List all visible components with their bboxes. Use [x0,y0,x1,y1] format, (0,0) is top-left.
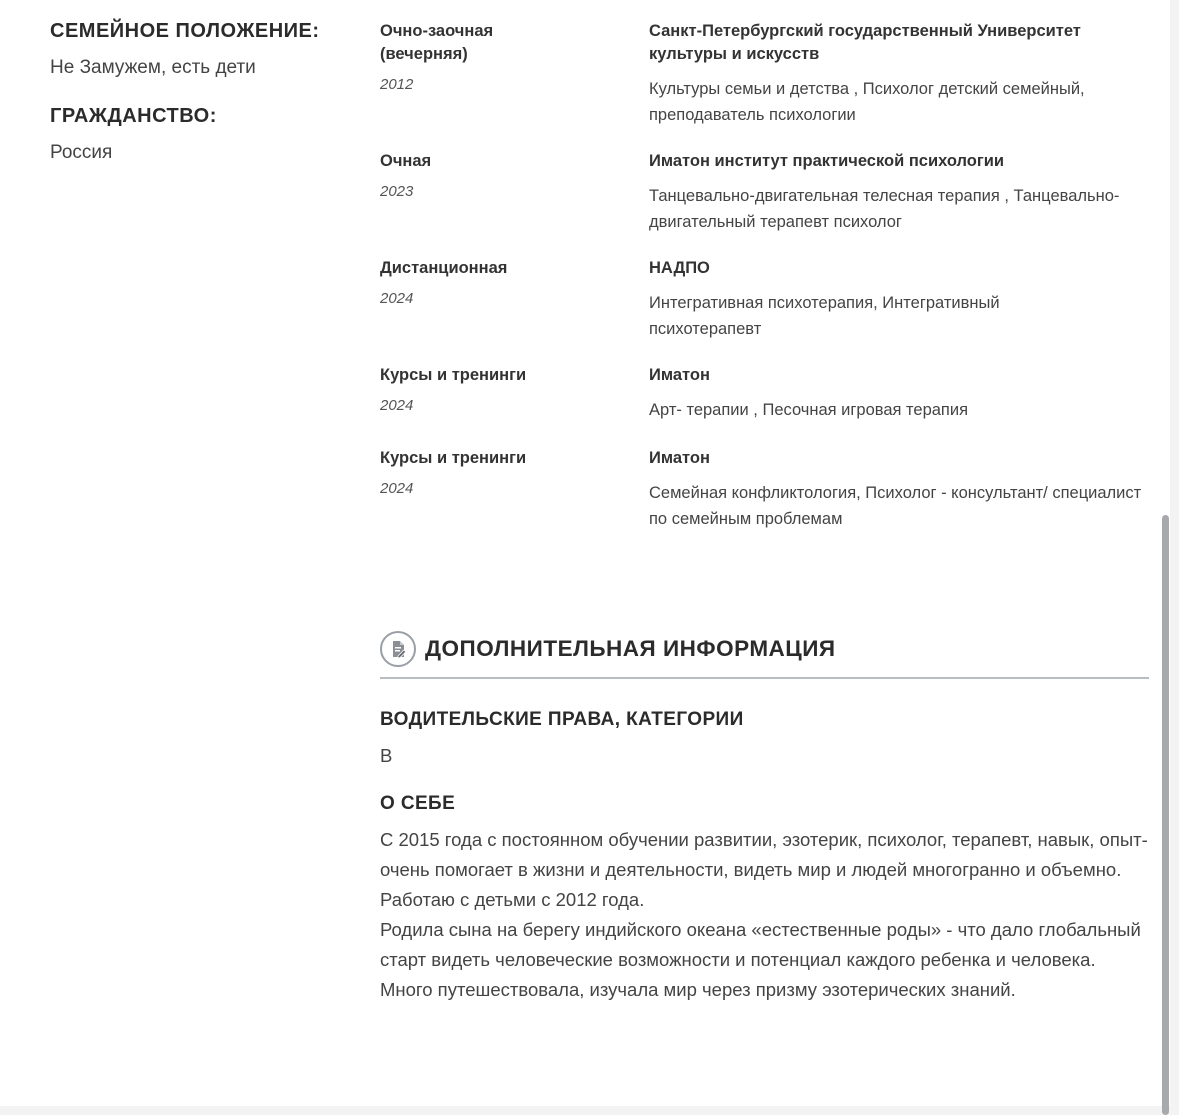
citizenship-value: Россия [50,142,113,163]
education-year: 2024 [380,480,414,497]
education-form: Очная [380,152,432,170]
education-specialty: Интегративная психотерапия, Интегративный психотерапевт [649,294,1000,338]
education-list [380,20,1150,532]
education-item [380,447,1150,532]
document-edit-icon [380,631,416,667]
education-institution: Иматон институт практической психологии [649,152,1005,170]
education-item [380,364,1150,423]
marital-status-value: Не Замужем, есть дети [50,57,256,78]
about-text [380,825,1149,1005]
education-specialty: Семейная конфликтология, Психолог - консультант/ специалист по семейным проблемам [649,484,1142,528]
about-paragraph: Родила сына на берегу индийского океана «естественные роды» - что дало глобальный старт видеть человеческие возможности и потенциал каждого ребенка и человека. Много путешествовала, изучала мир через призму эзотерических знаний. [380,919,1141,1000]
section-header [380,627,1149,671]
marital-status-label: СЕМЕЙНОЕ ПОЛОЖЕНИЕ: [50,20,320,42]
additional-info-section [380,627,1149,1005]
license-label: ВОДИТЕЛЬСКИЕ ПРАВА, КАТЕГОРИИ [380,709,744,730]
education-form: Дистанционная [380,259,508,277]
personal-info [50,20,350,164]
citizenship-label: ГРАЖДАНСТВО: [50,105,217,127]
education-institution: Санкт-Петербургский государственный Университет культуры и искусств [649,22,1081,63]
section-title: ДОПОЛНИТЕЛЬНАЯ ИНФОРМАЦИЯ [425,636,836,661]
education-item [380,150,1150,235]
license-value: B [380,745,393,766]
education-year: 2012 [380,76,414,93]
education-year: 2023 [380,183,414,200]
education-specialty: Арт- терапии , Песочная игровая терапия [649,401,969,419]
education-institution: Иматон [649,366,710,384]
education-specialty: Танцевально-двигательная телесная терапия , Танцевально-двигательный терапевт психолог [649,187,1120,231]
scrollbar-thumb[interactable] [1162,515,1169,1115]
about-paragraph: С 2015 года с постоянном обучении развитии, эзотерик, психолог, терапевт, навык, опыт-очень помогает в жизни и деятельности, видеть мир и людей многогранно и объемно. [380,829,1148,880]
education-item [380,20,1150,128]
education-institution: Иматон [649,449,710,467]
about-paragraph: Работаю с детьми с 2012 года. [380,889,645,910]
scrollbar-track[interactable] [1170,0,1179,1106]
education-year: 2024 [380,290,414,307]
education-form: Курсы и тренинги [380,449,527,467]
about-label: О СЕБЕ [380,793,456,814]
education-form: Очно-заочная (вечерняя) [380,22,494,63]
education-item [380,257,1150,342]
section-divider [380,677,1149,679]
education-specialty: Культуры семьи и детства , Психолог детский семейный, преподаватель психологии [649,80,1085,124]
education-form: Курсы и тренинги [380,366,527,384]
education-institution: НАДПО [649,259,710,277]
education-year: 2024 [380,397,414,414]
